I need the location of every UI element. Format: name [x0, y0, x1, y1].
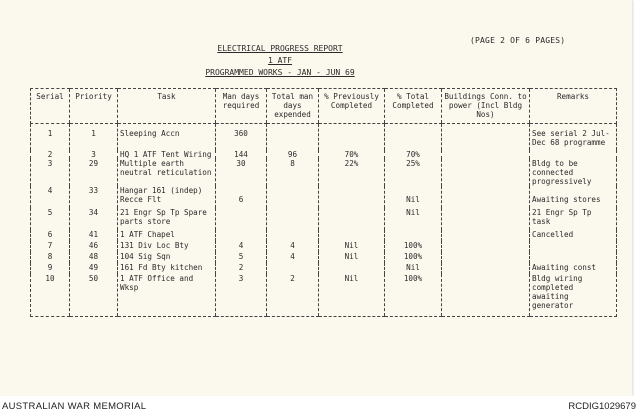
cell-remarks: Awaiting stores — [530, 186, 617, 208]
cell-total — [267, 124, 319, 150]
cell-remarks — [530, 150, 617, 159]
cell-task: 1 ATF Office and Wksp — [118, 274, 216, 317]
page-number-note: (PAGE 2 OF 6 PAGES) — [470, 36, 566, 45]
cell-remarks: Awaiting const — [530, 263, 617, 274]
table-row — [31, 252, 617, 263]
cell-total: 4 — [267, 241, 319, 252]
cell-serial: 7 — [31, 241, 70, 252]
cell-remarks: 21 Engr Sp Tp task — [530, 208, 617, 230]
table-row — [31, 208, 617, 230]
cell-prev — [319, 263, 385, 274]
cell-remarks: Bldg to be connected progressively — [530, 159, 617, 186]
header-task: Task — [118, 89, 216, 124]
cell-buildings — [442, 241, 530, 252]
report-title: ELECTRICAL PROGRESS REPORT — [217, 44, 343, 53]
cell-serial: 5 — [31, 208, 70, 230]
table-row — [31, 186, 617, 208]
cell-priority: 34 — [70, 208, 118, 230]
cell-prev — [319, 230, 385, 241]
cell-pct-total — [385, 230, 442, 241]
table-row — [31, 150, 617, 159]
archive-name: AUSTRALIAN WAR MEMORIAL — [2, 401, 147, 412]
header-priority: Priority — [70, 89, 118, 124]
cell-task: HQ 1 ATF Tent Wiring — [118, 150, 216, 159]
cell-man-days — [216, 230, 267, 241]
header-buildings: Buildings Conn. to power (Incl Bldg Nos) — [442, 89, 530, 124]
header-man-days: Man days required — [216, 89, 267, 124]
table-row — [31, 274, 617, 317]
cell-task: 131 Div Loc Bty — [118, 241, 216, 252]
cell-serial: 6 — [31, 230, 70, 241]
cell-man-days: 144 — [216, 150, 267, 159]
cell-serial: 1 — [31, 124, 70, 150]
cell-buildings — [442, 252, 530, 263]
cell-prev — [319, 124, 385, 150]
cell-remarks: See serial 2 Jul-Dec 68 programme — [530, 124, 617, 150]
table-row — [31, 263, 617, 274]
header-total-man-days: Total man days expended — [267, 89, 319, 124]
cell-pct-total: Nil — [385, 263, 442, 274]
cell-task: 21 Engr Sp Tp Spare parts store — [118, 208, 216, 230]
header-remarks: Remarks — [530, 89, 617, 124]
table-row — [31, 124, 617, 150]
cell-priority: 41 — [70, 230, 118, 241]
cell-task: 1 ATF Chapel — [118, 230, 216, 241]
cell-pct-total: Nil — [385, 186, 442, 208]
cell-remarks: Cancelled — [530, 230, 617, 241]
cell-serial: 2 — [31, 150, 70, 159]
table-row — [31, 241, 617, 252]
cell-priority: 29 — [70, 159, 118, 186]
cell-total: 4 — [267, 252, 319, 263]
cell-buildings — [442, 263, 530, 274]
cell-prev: Nil — [319, 274, 385, 317]
table-row — [31, 159, 617, 186]
archive-footer — [0, 396, 640, 416]
cell-total: 8 — [267, 159, 319, 186]
cell-pct-total: 70% — [385, 150, 442, 159]
cell-task: 161 Fd Bty kitchen — [118, 263, 216, 274]
cell-task: 104 Sig Sqn — [118, 252, 216, 263]
cell-prev: Nil — [319, 241, 385, 252]
cell-total — [267, 230, 319, 241]
cell-buildings — [442, 159, 530, 186]
cell-total — [267, 186, 319, 208]
cell-prev: Nil — [319, 252, 385, 263]
cell-buildings — [442, 186, 530, 208]
cell-priority: 33 — [70, 186, 118, 208]
cell-pct-total: 100% — [385, 252, 442, 263]
archive-reference: RCDIG1029679 — [568, 401, 636, 412]
cell-task: Sleeping Accn — [118, 124, 216, 150]
cell-prev — [319, 208, 385, 230]
cell-prev — [319, 186, 385, 208]
cell-serial: 8 — [31, 252, 70, 263]
cell-total — [267, 208, 319, 230]
cell-man-days: 360 — [216, 124, 267, 150]
cell-buildings — [442, 124, 530, 150]
progress-table — [30, 88, 617, 317]
report-period: PROGRAMMED WORKS - JAN - JUN 69 — [205, 68, 355, 77]
cell-buildings — [442, 208, 530, 230]
cell-total: 2 — [267, 274, 319, 317]
cell-total: 96 — [267, 150, 319, 159]
cell-total — [267, 263, 319, 274]
cell-priority: 3 — [70, 150, 118, 159]
cell-serial: 10 — [31, 274, 70, 317]
cell-man-days: 4 — [216, 241, 267, 252]
cell-priority: 49 — [70, 263, 118, 274]
cell-pct-total — [385, 124, 442, 150]
header-serial: Serial — [31, 89, 70, 124]
cell-priority: 1 — [70, 124, 118, 150]
cell-remarks — [530, 241, 617, 252]
cell-buildings — [442, 150, 530, 159]
cell-man-days: 5 — [216, 252, 267, 263]
cell-priority: 50 — [70, 274, 118, 317]
table-header-row — [31, 89, 617, 124]
cell-remarks — [530, 252, 617, 263]
cell-serial: 9 — [31, 263, 70, 274]
report-unit: 1 ATF — [267, 56, 293, 65]
cell-man-days: 3 — [216, 274, 267, 317]
cell-priority: 46 — [70, 241, 118, 252]
cell-pct-total: 25% — [385, 159, 442, 186]
cell-serial: 3 — [31, 159, 70, 186]
cell-man-days: 30 — [216, 159, 267, 186]
table-row — [31, 230, 617, 241]
header-pct-total: % Total Completed — [385, 89, 442, 124]
cell-task: Multiple earth neutral reticulation — [118, 159, 216, 186]
cell-buildings — [442, 230, 530, 241]
cell-pct-total: Nil — [385, 208, 442, 230]
cell-prev: 22% — [319, 159, 385, 186]
cell-pct-total: 100% — [385, 241, 442, 252]
cell-man-days: 6 — [216, 186, 267, 208]
header-pct-previous: % Previously Completed — [319, 89, 385, 124]
cell-man-days — [216, 208, 267, 230]
cell-remarks: Bldg wiring completed awaiting generator — [530, 274, 617, 317]
cell-priority: 48 — [70, 252, 118, 263]
cell-man-days: 2 — [216, 263, 267, 274]
cell-serial: 4 — [31, 186, 70, 208]
cell-prev: 70% — [319, 150, 385, 159]
cell-buildings — [442, 274, 530, 317]
cell-pct-total: 100% — [385, 274, 442, 317]
cell-task: Hangar 161 (indep) Recce Flt — [118, 186, 216, 208]
